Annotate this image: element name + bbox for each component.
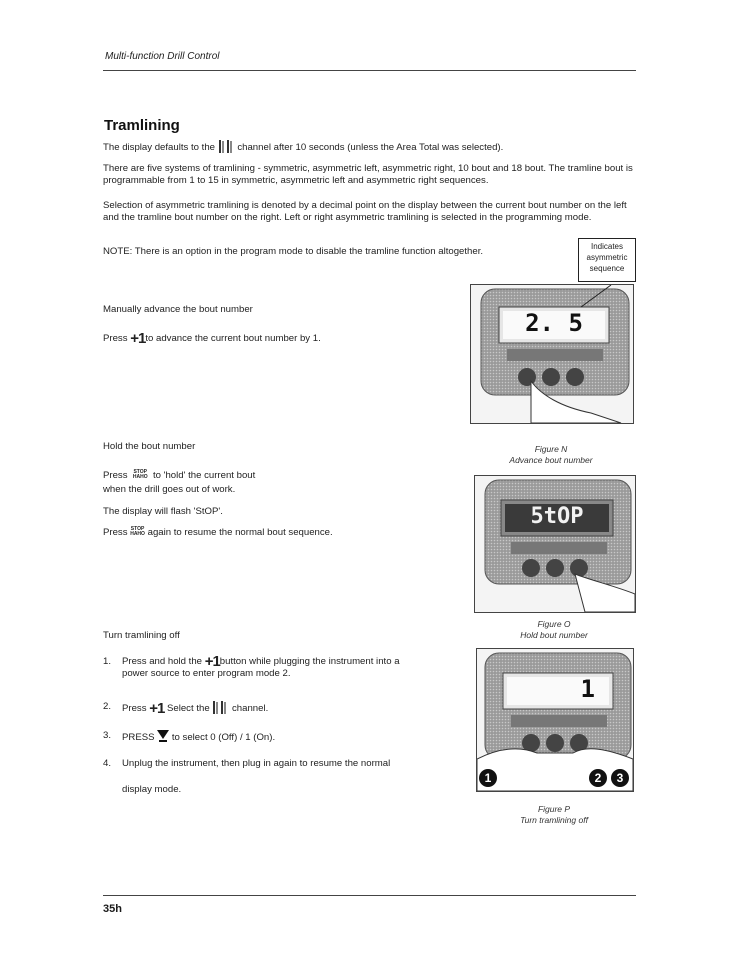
- page-number: 35h: [103, 903, 122, 915]
- stop-icon-bottom-2: HAHO: [130, 531, 145, 538]
- plus-one-icon: +1: [204, 653, 220, 670]
- figure-n-label: Figure N: [534, 444, 568, 454]
- badge-3: 3: [611, 769, 629, 787]
- lcd-display-o: 5tOP: [530, 504, 584, 529]
- step-number: 3.: [103, 730, 112, 741]
- step-number: 4.: [103, 758, 112, 769]
- stop-icon-top-2: STOP: [130, 526, 145, 533]
- stop-icon-bottom: HAHO: [132, 474, 148, 481]
- advance-text: to advance the current bout number by 1.: [145, 333, 321, 344]
- badge-2: 2: [589, 769, 607, 787]
- p1-text-start: The display defaults to the: [103, 142, 215, 153]
- off-step-3: [103, 730, 458, 747]
- paragraph-systems: There are five systems of tramlining - symmetric, asymmetric left, asymmetric right, 10 bout and 18 bout. The tramline bout is programmable from 1 to 15 in symmetric, asymmetric left and asymmetric right sequences.: [103, 163, 633, 187]
- step-number: 2.: [103, 701, 112, 712]
- callout-line-1: Indicates: [590, 242, 624, 251]
- stop-hold-icon-2: [130, 527, 145, 537]
- hold-press-2: Press: [103, 527, 128, 538]
- step-2-text-c: Select the: [166, 703, 210, 714]
- figure-o-caption: Hold bout number: [520, 630, 588, 640]
- off-step-4: [103, 758, 468, 770]
- figure-o-image: [474, 475, 636, 613]
- down-arrow-icon: [157, 730, 169, 747]
- lcd-display-n: 2. 5: [525, 309, 583, 337]
- step-2-text-d: channel.: [232, 703, 269, 714]
- stop-icon-top: STOP: [133, 469, 147, 476]
- paragraph-asymmetric: Selection of asymmetric tramlining is denoted by a decimal point on the display between the current bout number on the left and the tramline bout number on the right. Left or right asymmetric tramlining is selected in the programming mode.: [103, 200, 627, 224]
- hold-resume: [103, 527, 333, 539]
- figure-n-caption: Advance bout number: [509, 455, 593, 465]
- advance-heading: Manually advance the bout number: [103, 304, 253, 315]
- advance-instruction: [103, 330, 321, 347]
- step-2-text-a: Press: [122, 703, 147, 714]
- figure-o-label: Figure O: [537, 619, 571, 629]
- running-header: Multi-function Drill Control: [105, 51, 220, 62]
- tramline-icon: [218, 140, 235, 157]
- hold-flash: The display will flash 'StOP'.: [103, 506, 223, 517]
- off-step-2: [103, 701, 458, 718]
- hold-text-1: to 'hold' the current bout: [152, 470, 256, 481]
- paragraph-note: NOTE: There is an option in the program mode to disable the tramline function altogether.: [103, 246, 484, 257]
- figure-p-label: Figure P: [537, 804, 571, 814]
- callout-line-2: asymmetric: [586, 253, 628, 262]
- plus-one-icon: +1: [130, 330, 146, 347]
- asymmetric-callout: [578, 238, 636, 282]
- header-rule: [103, 70, 636, 71]
- step-4-text-a: Unplug the instrument, then plug in again to resume the normal: [122, 758, 391, 769]
- tramline-icon: [212, 701, 229, 718]
- advance-press: Press: [103, 333, 128, 344]
- hold-press: Press: [103, 470, 128, 481]
- hold-text-2: when the drill goes out of work.: [103, 484, 236, 495]
- section-title: Tramlining: [104, 117, 180, 134]
- lcd-display-p: 1: [580, 675, 595, 703]
- step-number: 1.: [103, 656, 112, 667]
- figure-n-image: [470, 284, 634, 424]
- paragraph-default-channel: [103, 140, 636, 157]
- footer-rule: [103, 895, 636, 896]
- plus-one-icon: +1: [149, 700, 165, 717]
- callout-line-3: sequence: [589, 264, 625, 273]
- figure-p-caption: Turn tramlining off: [520, 815, 588, 825]
- off-heading: Turn tramlining off: [103, 630, 180, 641]
- off-step-1: [103, 653, 458, 681]
- step-4-text-d: display mode.: [122, 784, 182, 795]
- stop-hold-icon: [133, 470, 148, 480]
- step-3-text-c: to select 0 (Off) / 1 (On).: [171, 732, 276, 743]
- hold-heading: Hold the bout number: [103, 441, 196, 452]
- figure-p-image: [476, 648, 634, 792]
- p1-text-end: channel after 10 seconds (unless the Area Total was selected).: [237, 142, 504, 153]
- step-1-text-a: Press and hold the: [122, 656, 203, 667]
- hold-instruction: [103, 470, 255, 482]
- step-1-text-d: power source to enter program mode 2.: [122, 668, 291, 680]
- step-3-text-a: PRESS: [122, 732, 155, 743]
- badge-1: 1: [479, 769, 497, 787]
- hold-text-3: again to resume the normal bout sequence.: [147, 527, 333, 538]
- step-1-text-c: button while plugging the instrument into a: [219, 656, 400, 667]
